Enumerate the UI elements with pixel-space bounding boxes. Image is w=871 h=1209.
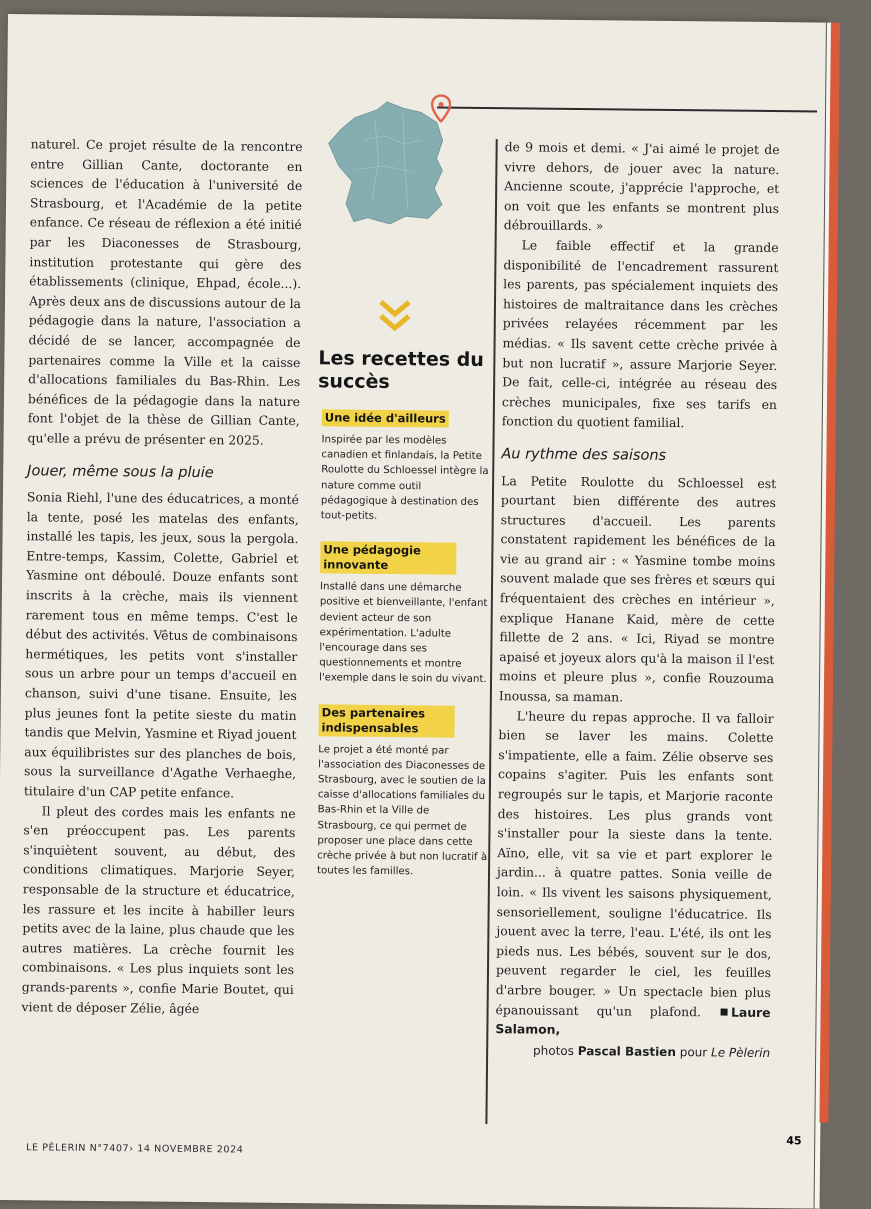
top-rule <box>437 106 817 112</box>
sidebar-tag: Des partenaires indispensables <box>318 704 454 737</box>
end-square-icon <box>721 1008 728 1015</box>
sidebar-text: Le projet a été monté par l'association des Diaconesses de Strasbourg, avec le soutien de la caisse d'allocations familiales du Bas-Rhin et la Ville de Strasbourg, ce qui permet de proposer une place dans cette crèche privée à but non lucratif à toutes les familles. <box>316 743 488 878</box>
sidebar-text: Installé dans une démarche positive et bienveillante, l'enfant devient acteur de son expérimentation. L'adulte l'encourage dans ses questionnements et montre l'exemple dans le soin du vivant. <box>319 581 488 686</box>
article-paragraph: Le faible effectif et la grande disponibilité de l'encadrement rassurent les parents, pas spécialement inquiets des histoires de maltraitance dans les crèches privées relayées récemment par les médias. « Ils savent cette crèche privée à but non lucratif », assure Marjorie Seyer. De fait, celle-ci, intégrée au réseau des crèches municipales, fixe ses tarifs en fonction du quotient familial. <box>501 237 779 431</box>
photo-credit <box>495 1041 770 1063</box>
magazine-page <box>0 14 826 1209</box>
photo-credit-prefix: photos <box>533 1043 575 1058</box>
sidebar-tag: Une pédagogie innovante <box>320 542 456 575</box>
article-column-right <box>495 137 780 1063</box>
sidebar-box <box>311 297 493 892</box>
article-paragraph: de 9 mois et demi. « J'ai aimé le projet de vivre dehors, de jouer avec la nature. Ancienne scoute, j'apprécie l'approche, et on voit que les enfants se montrent plus débrouillards. » <box>503 139 780 234</box>
author-name: Laure Salamon, <box>495 1004 771 1037</box>
article-paragraph: La Petite Roulotte du Schloessel est pourtant bien différente des autres structures d'accueil. Les parents constatent rapidement les bénéfices de la vie au grand air : « Yasmine tombe moins souvent malade que ses frères et sœurs qui fréquentaient des crèches en intérieur », explique Hanane Kaid, mère de cette fillette de 2 ans. « Ici, Riyad se montre apaisé et joyeux alors qu'à la maison il l'est moins et pleure plus », confie Rouzouma Inoussa, sa maman. <box>498 472 777 705</box>
publication-name: Le Pèlerin <box>711 1045 771 1060</box>
article-paragraph-text: L'heure du repas approche. Il va falloir bien se laver les mains. Colette s'impatiente, elle a faim. Zélie observe ses copains s'agiter. Puis les enfants sont regroupés sur le tapis, et Marjorie raconte des histoires. Les plus grands vont s'installer pour la sieste dans la tente. Aïno, elle, vit sa vie et part explorer le jardin... à quatre pattes. Sonia veille de loin. « Ils vivent les saisons physiquement, sensoriellement, souligne l'éducatrice. Ils jouent avec la terre, l'eau. L'été, ils ont les pieds nus. Les bébés, souvent sur le dos, peuvent regarder le ciel, les feuilles d'arbre bouger. » Un spectacle bien plus épanouissant qu'un plafond. <box>495 707 774 1019</box>
article-paragraph: naturel. Ce projet résulte de la rencontre entre Gillian Cante, doctorante en sciences de l'éducation à l'université de Strasbourg, et l'Académie de la petite enfance. Ce réseau de réflexion a été initié par les Diaconesses de Strasbourg, institution protestante qui gère des établissements (clinique, Ehpad, école...). Après deux ans de discussions autour de la pédagogie dans la nature, l'association a décidé de se lancer, accompagnée de partenaires comme la Ville et la caisse d'allocations familiales du Bas-Rhin. Les bénéfices de la pédagogie dans la nature font l'objet de la thèse de Gillian Cante, qu'elle a prévu de présenter en 2025. <box>27 136 303 448</box>
double-chevron-down-icon <box>375 298 415 338</box>
article-column-left <box>22 134 303 1019</box>
article-paragraph: Sonia Riehl, l'une des éducatrices, a monté la tente, posé les matelas des enfants, installé les tapis, les jeux, sous la pergola. Entre-temps, Kassim, Colette, Gabriel et Yasmine ont déboulé. Douze enfants sont inscrits à la crèche, mais ils viennent rarement tous en même temps. C'est le début des activités. Vêtus de combinaisons hermétiques, les petits vont s'installer sous un arbre pour un temps d'accueil en chanson, suivi d'une tisane. Ensuite, les plus jeunes font la petite sieste du matin tandis que Melvin, Yasmine et Riyad jouent aux équilibristes sur des planches de bois, sous la surveillance d'Agathe Verhaeghe, titulaire d'un CAP petite enfance. <box>23 489 300 801</box>
photographer-name: Pascal Bastien <box>577 1043 676 1059</box>
article-paragraph <box>495 706 773 1042</box>
photo-credit-for: pour <box>679 1044 708 1060</box>
location-pin-icon <box>431 94 451 122</box>
sidebar-text: Inspirée par les modèles canadien et finlandais, la Petite Roulotte du Schloessel intègre la nature comme outil pédagogique à destination des tout-petits. <box>320 434 489 522</box>
sidebar-tag: Une idée d'ailleurs <box>322 409 449 427</box>
section-heading: Jouer, même sous la pluie <box>27 462 214 481</box>
section-heading: Au rythme des saisons <box>501 446 667 464</box>
article-paragraph: Il pleut des cordes mais les enfants ne s'en préoccupent pas. Les parents s'inquiètent souvent, au début, des conditions climatiques. Marjorie Seyer, responsable de la structure et éducatrice, les rassure et les incite à habiller leurs petits avec de la laine, plus chaude que les autres matières. La crèche fournit les combinaisons. « Les plus inquiets sont les grands-parents », confie Marie Boutet, qui vient de déposer Zélie, âgée <box>21 802 296 1016</box>
page-number: 45 <box>786 1134 802 1148</box>
sidebar-title: Les recettes du succès <box>318 347 484 394</box>
page-footer: LE PÈLERIN N°7407› 14 NOVEMBRE 2024 <box>26 1142 244 1156</box>
